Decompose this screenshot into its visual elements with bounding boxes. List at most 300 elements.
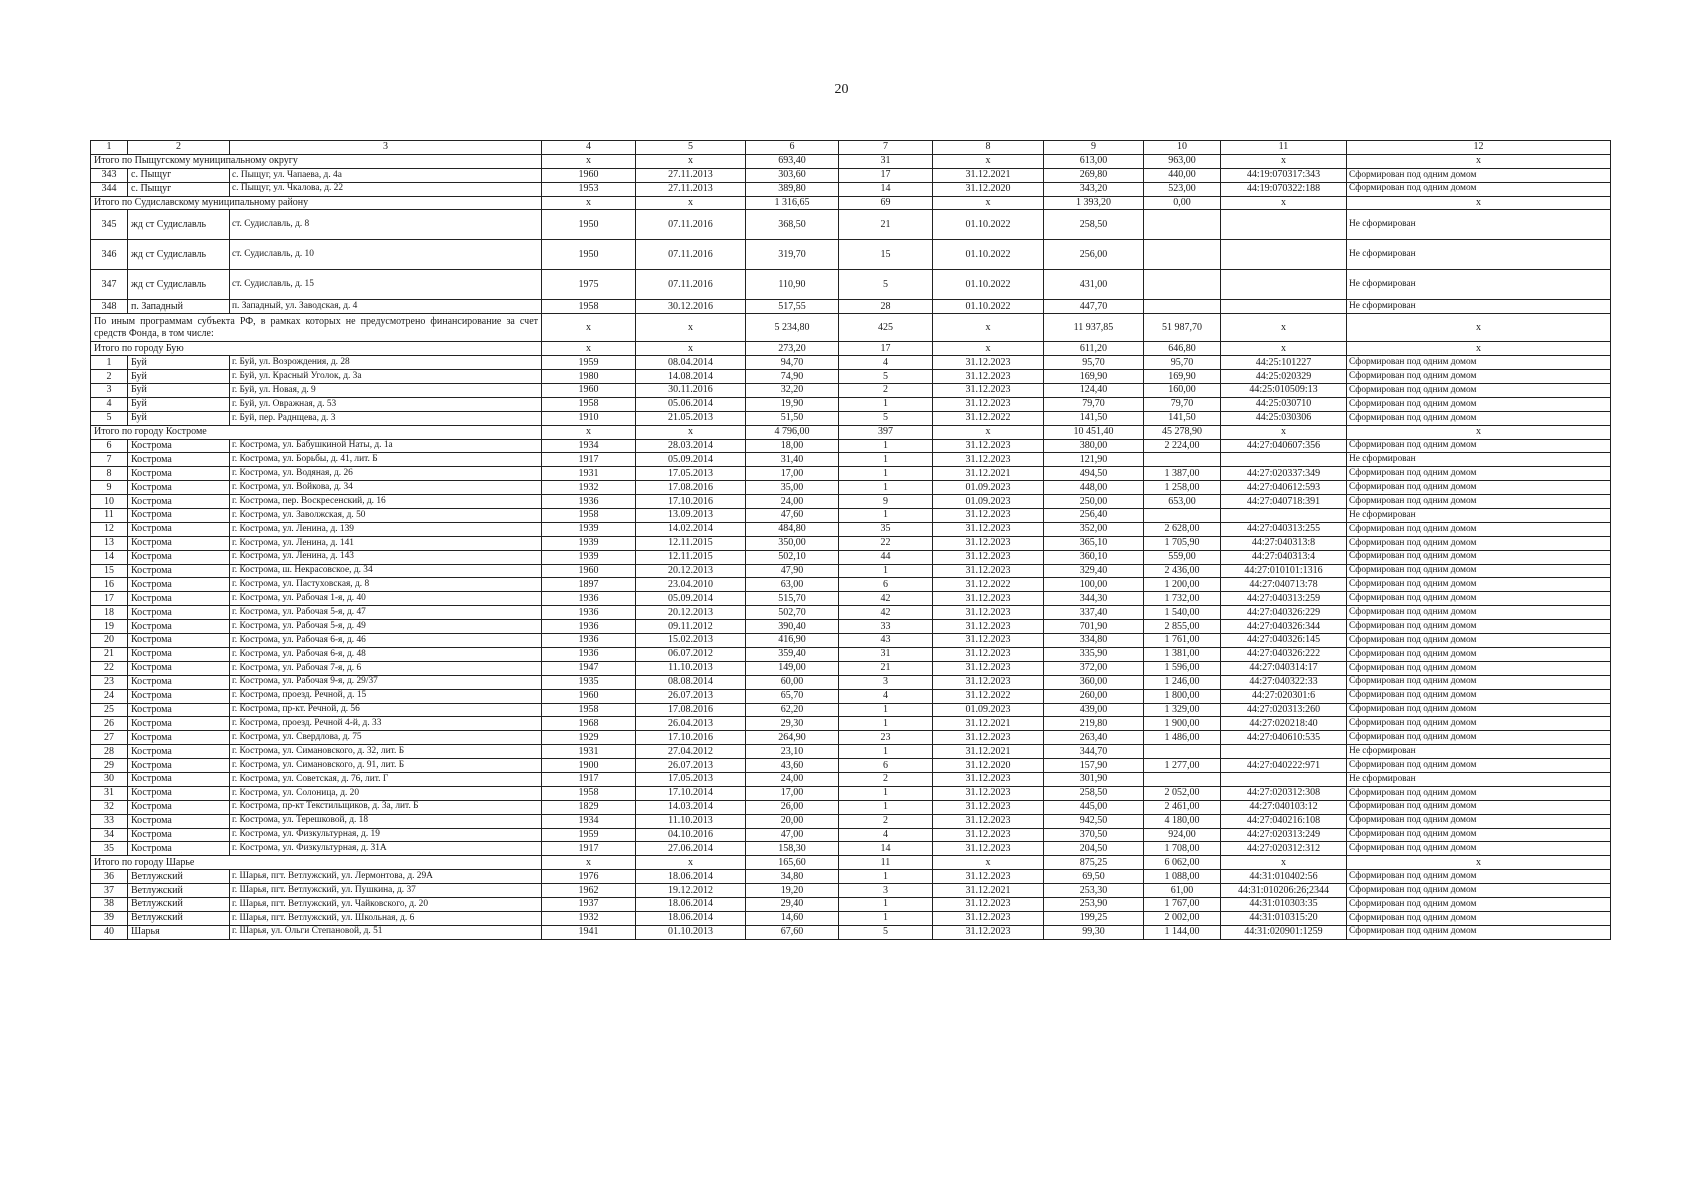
cell-col-10: 440,00 xyxy=(1144,168,1221,182)
cell-col-8: 31.12.2023 xyxy=(933,453,1044,467)
cell-col-9: 360,00 xyxy=(1044,675,1144,689)
cell-col-8: 31.12.2023 xyxy=(933,592,1044,606)
cell-col-11: 44:27:040713:78 xyxy=(1221,578,1347,592)
cell-col-12: Сформирован под одним домом xyxy=(1347,522,1611,536)
cell-col-11: 44:27:020337:349 xyxy=(1221,467,1347,481)
cell-col-9: 329,40 xyxy=(1044,564,1144,578)
cell-col-1: 23 xyxy=(91,675,128,689)
cell-col-4: 1934 xyxy=(542,439,636,453)
cell-col-10: 1 486,00 xyxy=(1144,731,1221,745)
cell-col-5: 27.11.2013 xyxy=(636,168,746,182)
cell-col-5: 27.04.2012 xyxy=(636,745,746,759)
table-row xyxy=(91,509,1611,523)
cell-col-5: 14.03.2014 xyxy=(636,800,746,814)
cell-col-4: 1960 xyxy=(542,689,636,703)
cell-col-3: г. Кострома, ул. Терешковой, д. 18 xyxy=(230,814,542,828)
cell-col-1: 5 xyxy=(91,411,128,425)
cell-col-9: 701,90 xyxy=(1044,620,1144,634)
table-row xyxy=(91,925,1611,939)
subtotal-cell-col-7: 31 xyxy=(839,154,933,168)
cell-col-2: Кострома xyxy=(128,800,230,814)
cell-col-8: 31.12.2021 xyxy=(933,745,1044,759)
cell-col-6: 23,10 xyxy=(746,745,839,759)
cell-col-1: 346 xyxy=(91,240,128,270)
cell-col-10 xyxy=(1144,509,1221,523)
cell-col-10: 1 900,00 xyxy=(1144,717,1221,731)
cell-col-7: 1 xyxy=(839,703,933,717)
cell-col-9: 494,50 xyxy=(1044,467,1144,481)
cell-col-9: 370,50 xyxy=(1044,828,1144,842)
table-row xyxy=(91,370,1611,384)
cell-col-5: 23.04.2010 xyxy=(636,578,746,592)
cell-col-12: Сформирован под одним домом xyxy=(1347,606,1611,620)
cell-col-8: 01.09.2023 xyxy=(933,495,1044,509)
cell-col-5: 30.11.2016 xyxy=(636,384,746,398)
cell-col-6: 67,60 xyxy=(746,925,839,939)
cell-col-4: 1936 xyxy=(542,592,636,606)
cell-col-12: Сформирован под одним домом xyxy=(1347,620,1611,634)
subtotal-cell-col-4: x xyxy=(542,196,636,210)
cell-col-4: 1935 xyxy=(542,675,636,689)
cell-col-1: 16 xyxy=(91,578,128,592)
cell-col-2: Кострома xyxy=(128,550,230,564)
cell-col-6: 47,90 xyxy=(746,564,839,578)
table-row xyxy=(91,356,1611,370)
cell-col-6: 158,30 xyxy=(746,842,839,856)
cell-col-12: Сформирован под одним домом xyxy=(1347,911,1611,925)
cell-col-2: Ветлужский xyxy=(128,911,230,925)
column-number-6: 6 xyxy=(746,141,839,155)
cell-col-12: Сформирован под одним домом xyxy=(1347,481,1611,495)
subtotal-cell-col-10: 51 987,70 xyxy=(1144,314,1221,342)
cell-col-4: 1910 xyxy=(542,411,636,425)
cell-col-6: 20,00 xyxy=(746,814,839,828)
cell-col-12: Сформирован под одним домом xyxy=(1347,578,1611,592)
cell-col-8: 31.12.2020 xyxy=(933,182,1044,196)
table-row xyxy=(91,578,1611,592)
cell-col-6: 484,80 xyxy=(746,522,839,536)
cell-col-6: 17,00 xyxy=(746,786,839,800)
cell-col-8: 31.12.2023 xyxy=(933,356,1044,370)
cell-col-11: 44:27:020313:260 xyxy=(1221,703,1347,717)
cell-col-10: 1 387,00 xyxy=(1144,467,1221,481)
cell-col-1: 2 xyxy=(91,370,128,384)
subtotal-cell-col-6: 4 796,00 xyxy=(746,425,839,439)
cell-col-1: 4 xyxy=(91,397,128,411)
cell-col-7: 23 xyxy=(839,731,933,745)
cell-col-8: 31.12.2023 xyxy=(933,842,1044,856)
cell-col-7: 6 xyxy=(839,578,933,592)
cell-col-1: 10 xyxy=(91,495,128,509)
table-row xyxy=(91,634,1611,648)
cell-col-9: 942,50 xyxy=(1044,814,1144,828)
cell-col-12: Сформирован под одним домом xyxy=(1347,800,1611,814)
cell-col-6: 62,20 xyxy=(746,703,839,717)
cell-col-11: 44:19:070322:188 xyxy=(1221,182,1347,196)
cell-col-2: Кострома xyxy=(128,453,230,467)
cell-col-10: 1 277,00 xyxy=(1144,759,1221,773)
cell-col-4: 1958 xyxy=(542,300,636,314)
cell-col-3: п. Западный, ул. Заводская, д. 4 xyxy=(230,300,542,314)
subtotal-cell-col-4: x xyxy=(542,154,636,168)
cell-col-4: 1917 xyxy=(542,772,636,786)
cell-col-2: Буй xyxy=(128,356,230,370)
cell-col-9: 447,70 xyxy=(1044,300,1144,314)
subtotal-cell-col-7: 17 xyxy=(839,342,933,356)
subtotal-cell-col-11: x xyxy=(1221,154,1347,168)
cell-col-2: Кострома xyxy=(128,620,230,634)
cell-col-4: 1939 xyxy=(542,536,636,550)
subtotal-cell-col-4: x xyxy=(542,425,636,439)
cell-col-4: 1934 xyxy=(542,814,636,828)
cell-col-3: г. Шарья, ул. Ольги Степановой, д. 51 xyxy=(230,925,542,939)
cell-col-4: 1937 xyxy=(542,897,636,911)
cell-col-3: г. Кострома, пер. Воскресенский, д. 16 xyxy=(230,495,542,509)
cell-col-1: 8 xyxy=(91,467,128,481)
cell-col-5: 13.09.2013 xyxy=(636,509,746,523)
cell-col-1: 31 xyxy=(91,786,128,800)
cell-col-10: 523,00 xyxy=(1144,182,1221,196)
cell-col-6: 264,90 xyxy=(746,731,839,745)
table-row xyxy=(91,522,1611,536)
cell-col-5: 17.10.2016 xyxy=(636,495,746,509)
subtotal-cell-col-12: x xyxy=(1347,196,1611,210)
cell-col-5: 05.09.2014 xyxy=(636,592,746,606)
cell-col-2: Кострома xyxy=(128,564,230,578)
cell-col-12: Сформирован под одним домом xyxy=(1347,870,1611,884)
cell-col-3: г. Кострома, ул. Свердлова, д. 75 xyxy=(230,731,542,745)
cell-col-4: 1917 xyxy=(542,453,636,467)
cell-col-5: 15.02.2013 xyxy=(636,634,746,648)
cell-col-10: 924,00 xyxy=(1144,828,1221,842)
cell-col-12: Не сформирован xyxy=(1347,240,1611,270)
table-row xyxy=(91,439,1611,453)
cell-col-1: 6 xyxy=(91,439,128,453)
subtotal-cell-col-5: x xyxy=(636,425,746,439)
cell-col-7: 1 xyxy=(839,564,933,578)
cell-col-5: 17.10.2014 xyxy=(636,786,746,800)
cell-col-6: 29,40 xyxy=(746,897,839,911)
cell-col-5: 14.08.2014 xyxy=(636,370,746,384)
cell-col-1: 32 xyxy=(91,800,128,814)
table-row xyxy=(91,814,1611,828)
cell-col-12: Сформирован под одним домом xyxy=(1347,647,1611,661)
cell-col-11: 44:19:070317:343 xyxy=(1221,168,1347,182)
cell-col-12: Сформирован под одним домом xyxy=(1347,814,1611,828)
cell-col-3: г. Кострома, пр-кт Текстильщиков, д. 3а, лит. Б xyxy=(230,800,542,814)
cell-col-7: 42 xyxy=(839,606,933,620)
cell-col-11 xyxy=(1221,509,1347,523)
cell-col-3: г. Шарья, пгт. Ветлужский, ул. Школьная, д. 6 xyxy=(230,911,542,925)
cell-col-1: 35 xyxy=(91,842,128,856)
cell-col-8: 01.09.2023 xyxy=(933,703,1044,717)
cell-col-5: 26.07.2013 xyxy=(636,759,746,773)
cell-col-2: Кострома xyxy=(128,481,230,495)
cell-col-12: Сформирован под одним домом xyxy=(1347,828,1611,842)
cell-col-7: 21 xyxy=(839,210,933,240)
cell-col-8: 31.12.2023 xyxy=(933,620,1044,634)
cell-col-1: 34 xyxy=(91,828,128,842)
cell-col-9: 141,50 xyxy=(1044,411,1144,425)
subtotal-cell-col-10: 963,00 xyxy=(1144,154,1221,168)
cell-col-12: Сформирован под одним домом xyxy=(1347,731,1611,745)
cell-col-8: 01.10.2022 xyxy=(933,300,1044,314)
table-row xyxy=(91,467,1611,481)
cell-col-5: 26.07.2013 xyxy=(636,689,746,703)
cell-col-7: 21 xyxy=(839,661,933,675)
cell-col-12: Не сформирован xyxy=(1347,300,1611,314)
cell-col-8: 31.12.2023 xyxy=(933,897,1044,911)
cell-col-10 xyxy=(1144,210,1221,240)
cell-col-8: 31.12.2023 xyxy=(933,606,1044,620)
cell-col-11: 44:27:020218:40 xyxy=(1221,717,1347,731)
cell-col-12: Не сформирован xyxy=(1347,772,1611,786)
cell-col-4: 1897 xyxy=(542,578,636,592)
subtotal-cell-col-8: x xyxy=(933,196,1044,210)
cell-col-10 xyxy=(1144,240,1221,270)
subtotal-cell-col-12: x xyxy=(1347,856,1611,870)
cell-col-3: г. Кострома, пр-кт. Речной, д. 56 xyxy=(230,703,542,717)
cell-col-6: 390,40 xyxy=(746,620,839,634)
cell-col-3: г. Кострома, ул. Рабочая 5-я, д. 47 xyxy=(230,606,542,620)
cell-col-3: г. Кострома, ул. Ленина, д. 139 xyxy=(230,522,542,536)
column-number-11: 11 xyxy=(1221,141,1347,155)
cell-col-9: 352,00 xyxy=(1044,522,1144,536)
cell-col-4: 1917 xyxy=(542,842,636,856)
cell-col-7: 22 xyxy=(839,536,933,550)
cell-col-9: 69,50 xyxy=(1044,870,1144,884)
cell-col-4: 1962 xyxy=(542,884,636,898)
cell-col-10: 1 381,00 xyxy=(1144,647,1221,661)
column-number-12: 12 xyxy=(1347,141,1611,155)
cell-col-3: с. Пыщуг, ул. Чапаева, д. 4а xyxy=(230,168,542,182)
cell-col-5: 19.12.2012 xyxy=(636,884,746,898)
cell-col-11 xyxy=(1221,300,1347,314)
cell-col-2: Кострома xyxy=(128,495,230,509)
cell-col-5: 09.11.2012 xyxy=(636,620,746,634)
cell-col-6: 319,70 xyxy=(746,240,839,270)
cell-col-6: 34,80 xyxy=(746,870,839,884)
cell-col-9: 100,00 xyxy=(1044,578,1144,592)
subtotal-cell-col-9: 10 451,40 xyxy=(1044,425,1144,439)
cell-col-7: 1 xyxy=(839,397,933,411)
cell-col-1: 18 xyxy=(91,606,128,620)
column-number-3: 3 xyxy=(230,141,542,155)
cell-col-4: 1958 xyxy=(542,509,636,523)
table-row xyxy=(91,592,1611,606)
cell-col-2: Кострома xyxy=(128,731,230,745)
subtotal-cell-col-7: 397 xyxy=(839,425,933,439)
subtotal-cell-col-11: x xyxy=(1221,342,1347,356)
cell-col-10: 2 628,00 xyxy=(1144,522,1221,536)
cell-col-1: 17 xyxy=(91,592,128,606)
cell-col-1: 345 xyxy=(91,210,128,240)
cell-col-10 xyxy=(1144,772,1221,786)
cell-col-4: 1950 xyxy=(542,210,636,240)
cell-col-10: 1 200,00 xyxy=(1144,578,1221,592)
cell-col-2: Кострома xyxy=(128,689,230,703)
cell-col-10 xyxy=(1144,745,1221,759)
subtotal-cell-col-6: 693,40 xyxy=(746,154,839,168)
table-row xyxy=(91,870,1611,884)
table-row xyxy=(91,689,1611,703)
cell-col-6: 47,00 xyxy=(746,828,839,842)
cell-col-9: 269,80 xyxy=(1044,168,1144,182)
cell-col-2: п. Западный xyxy=(128,300,230,314)
housing-register-table xyxy=(90,140,1611,940)
cell-col-12: Сформирован под одним домом xyxy=(1347,634,1611,648)
cell-col-8: 01.10.2022 xyxy=(933,270,1044,300)
cell-col-2: Кострома xyxy=(128,828,230,842)
cell-col-4: 1950 xyxy=(542,240,636,270)
subtotal-cell-col-11: x xyxy=(1221,196,1347,210)
table-row xyxy=(91,911,1611,925)
subtotal-label: Итого по городу Костроме xyxy=(91,425,542,439)
cell-col-11 xyxy=(1221,453,1347,467)
cell-col-10: 1 708,00 xyxy=(1144,842,1221,856)
cell-col-1: 28 xyxy=(91,745,128,759)
cell-col-1: 12 xyxy=(91,522,128,536)
cell-col-11: 44:25:010509:13 xyxy=(1221,384,1347,398)
cell-col-9: 204,50 xyxy=(1044,842,1144,856)
cell-col-5: 01.10.2013 xyxy=(636,925,746,939)
cell-col-10: 2 002,00 xyxy=(1144,911,1221,925)
table-row xyxy=(91,411,1611,425)
cell-col-9: 360,10 xyxy=(1044,550,1144,564)
cell-col-8: 31.12.2023 xyxy=(933,911,1044,925)
subtotal-cell-col-6: 1 316,65 xyxy=(746,196,839,210)
cell-col-11: 44:27:040718:391 xyxy=(1221,495,1347,509)
cell-col-5: 14.02.2014 xyxy=(636,522,746,536)
cell-col-8: 31.12.2023 xyxy=(933,439,1044,453)
cell-col-8: 31.12.2023 xyxy=(933,564,1044,578)
cell-col-8: 31.12.2023 xyxy=(933,675,1044,689)
cell-col-11 xyxy=(1221,210,1347,240)
cell-col-7: 1 xyxy=(839,717,933,731)
cell-col-4: 1936 xyxy=(542,647,636,661)
cell-col-2: Кострома xyxy=(128,536,230,550)
cell-col-9: 380,00 xyxy=(1044,439,1144,453)
cell-col-9: 199,25 xyxy=(1044,911,1144,925)
cell-col-3: г. Кострома, ул. Ленина, д. 143 xyxy=(230,550,542,564)
cell-col-6: 47,60 xyxy=(746,509,839,523)
cell-col-3: г. Кострома, ул. Рабочая 7-я, д. 6 xyxy=(230,661,542,675)
table-row xyxy=(91,759,1611,773)
cell-col-9: 365,10 xyxy=(1044,536,1144,550)
cell-col-6: 51,50 xyxy=(746,411,839,425)
table-row xyxy=(91,800,1611,814)
cell-col-8: 31.12.2023 xyxy=(933,800,1044,814)
table-body xyxy=(91,154,1611,939)
table-row xyxy=(91,182,1611,196)
cell-col-7: 1 xyxy=(839,870,933,884)
cell-col-6: 416,90 xyxy=(746,634,839,648)
cell-col-9: 431,00 xyxy=(1044,270,1144,300)
cell-col-9: 258,50 xyxy=(1044,786,1144,800)
cell-col-7: 15 xyxy=(839,240,933,270)
cell-col-11: 44:25:101227 xyxy=(1221,356,1347,370)
cell-col-10: 79,70 xyxy=(1144,397,1221,411)
subtotal-cell-col-8: x xyxy=(933,154,1044,168)
cell-col-7: 6 xyxy=(839,759,933,773)
cell-col-9: 256,40 xyxy=(1044,509,1144,523)
subtotal-cell-col-5: x xyxy=(636,196,746,210)
subtotal-cell-col-6: 165,60 xyxy=(746,856,839,870)
cell-col-6: 18,00 xyxy=(746,439,839,453)
cell-col-3: г. Кострома, ул. Рабочая 5-я, д. 49 xyxy=(230,620,542,634)
cell-col-5: 27.06.2014 xyxy=(636,842,746,856)
cell-col-4: 1939 xyxy=(542,522,636,536)
subtotal-cell-col-8: x xyxy=(933,314,1044,342)
subtotal-cell-col-6: 5 234,80 xyxy=(746,314,839,342)
cell-col-5: 17.05.2013 xyxy=(636,467,746,481)
cell-col-1: 24 xyxy=(91,689,128,703)
cell-col-1: 39 xyxy=(91,911,128,925)
cell-col-10: 61,00 xyxy=(1144,884,1221,898)
cell-col-12: Сформирован под одним домом xyxy=(1347,411,1611,425)
column-number-7: 7 xyxy=(839,141,933,155)
cell-col-9: 337,40 xyxy=(1044,606,1144,620)
column-number-5: 5 xyxy=(636,141,746,155)
cell-col-10: 2 436,00 xyxy=(1144,564,1221,578)
cell-col-5: 20.12.2013 xyxy=(636,564,746,578)
cell-col-9: 335,90 xyxy=(1044,647,1144,661)
cell-col-1: 343 xyxy=(91,168,128,182)
cell-col-11 xyxy=(1221,270,1347,300)
cell-col-7: 1 xyxy=(839,509,933,523)
cell-col-4: 1936 xyxy=(542,634,636,648)
cell-col-3: ст. Судиславль, д. 10 xyxy=(230,240,542,270)
subtotal-cell-col-5: x xyxy=(636,342,746,356)
cell-col-9: 121,90 xyxy=(1044,453,1144,467)
cell-col-5: 05.06.2014 xyxy=(636,397,746,411)
cell-col-10: 1 540,00 xyxy=(1144,606,1221,620)
cell-col-1: 19 xyxy=(91,620,128,634)
cell-col-10: 141,50 xyxy=(1144,411,1221,425)
column-number-header-row xyxy=(91,141,1611,155)
cell-col-2: Кострома xyxy=(128,717,230,731)
cell-col-9: 250,00 xyxy=(1044,495,1144,509)
subtotal-label: Итого по Пыщугскому муниципальному округу xyxy=(91,154,542,168)
cell-col-4: 1953 xyxy=(542,182,636,196)
cell-col-4: 1939 xyxy=(542,550,636,564)
cell-col-1: 30 xyxy=(91,772,128,786)
cell-col-12: Не сформирован xyxy=(1347,745,1611,759)
cell-col-4: 1958 xyxy=(542,397,636,411)
cell-col-8: 01.10.2022 xyxy=(933,210,1044,240)
cell-col-7: 2 xyxy=(839,814,933,828)
table-row xyxy=(91,536,1611,550)
subtotal-cell-col-8: x xyxy=(933,342,1044,356)
cell-col-4: 1959 xyxy=(542,828,636,842)
cell-col-5: 26.04.2013 xyxy=(636,717,746,731)
table-row xyxy=(91,606,1611,620)
cell-col-5: 07.11.2016 xyxy=(636,210,746,240)
cell-col-1: 15 xyxy=(91,564,128,578)
cell-col-6: 17,00 xyxy=(746,467,839,481)
cell-col-2: Кострома xyxy=(128,522,230,536)
cell-col-9: 263,40 xyxy=(1044,731,1144,745)
cell-col-1: 9 xyxy=(91,481,128,495)
cell-col-8: 31.12.2021 xyxy=(933,717,1044,731)
column-number-1: 1 xyxy=(91,141,128,155)
cell-col-2: Кострома xyxy=(128,592,230,606)
cell-col-7: 28 xyxy=(839,300,933,314)
cell-col-9: 301,90 xyxy=(1044,772,1144,786)
cell-col-8: 31.12.2023 xyxy=(933,536,1044,550)
cell-col-8: 31.12.2023 xyxy=(933,925,1044,939)
table-row xyxy=(91,675,1611,689)
